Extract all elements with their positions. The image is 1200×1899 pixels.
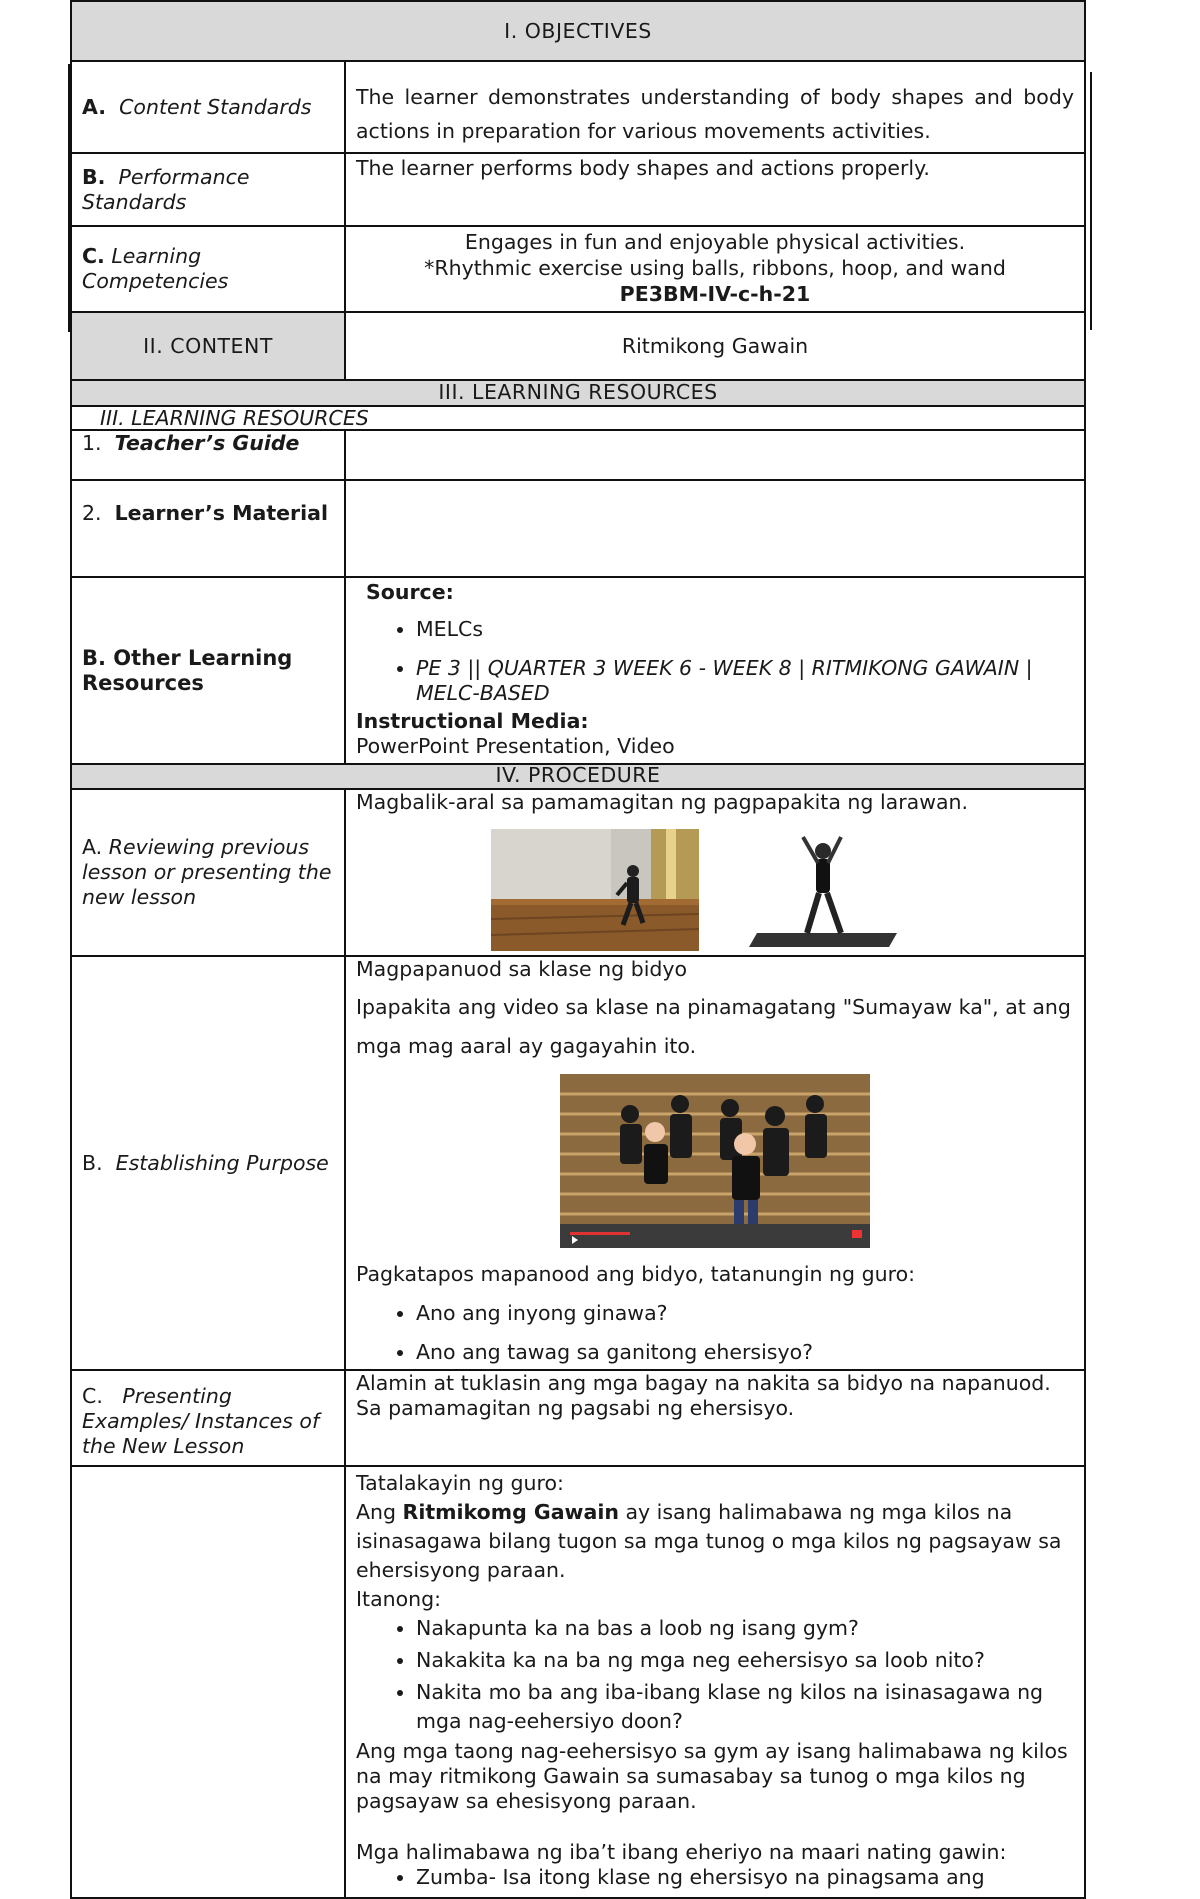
- procedure-c-label: [71, 1370, 345, 1466]
- discussion-paragraph: [356, 1498, 1074, 1585]
- procedure-a-label: [71, 789, 345, 956]
- media-text: PowerPoint Presentation, Video: [356, 734, 675, 758]
- example-item: • Zumba- Isa itong klase ng ehersisyo na pinagsama ang: [416, 1865, 1074, 1890]
- label-letter: C.: [82, 244, 105, 268]
- dance-video-thumbnail[interactable]: [560, 1074, 870, 1248]
- content-heading: II. CONTENT: [71, 312, 345, 380]
- itanong-label: Itanong:: [356, 1587, 442, 1611]
- other-resources-label: B. Other Learning Resources: [71, 577, 345, 764]
- objectives-heading-text: I. OBJECTIVES: [504, 18, 652, 43]
- content-standards-label: [71, 61, 345, 153]
- label-text: Reviewing previous lesson or presenting the new lesson: [82, 835, 332, 909]
- item-label: Teacher’s Guide: [114, 431, 300, 455]
- label-text: Learning Competencies: [82, 244, 229, 293]
- other-resources-value: [345, 577, 1085, 764]
- procedure-heading: IV. PROCEDURE: [71, 764, 1085, 789]
- media-label: Instructional Media:: [356, 709, 589, 733]
- procedure-d-value: [345, 1466, 1085, 1898]
- p1-rest: ay isang halimabawa ng mga kilos na isinasagawa bilang tugon sa mga tunog o mga kilos ng pagsayaw sa ehersisyong paraan.: [356, 1500, 1062, 1582]
- purpose-question-list: [356, 1301, 1074, 1365]
- p1-prefix: Ang: [356, 1500, 403, 1524]
- purpose-question: • Ano ang inyong ginawa?: [416, 1301, 1074, 1326]
- purpose-question: • Ano ang tawag sa ganitong ehersisyo?: [416, 1340, 1074, 1365]
- video-description: Ipapakita ang video sa klase na pinamagatang "Sumayaw ka", at ang mga mag aaral ay gagayahin ito.: [356, 995, 1071, 1058]
- presenting-line1: Alamin at tuklasin ang mga bagay na nakita sa bidyo na napanuod.: [356, 1371, 1051, 1395]
- content-standards-text: The learner demonstrates understanding of body shapes and body actions in preparation for various movements activities.: [345, 61, 1085, 153]
- content-text: Ritmikong Gawain: [345, 312, 1085, 380]
- video-intro: Magpapanuod sa klase ng bidyo: [356, 957, 688, 981]
- label-letter: B.: [82, 1150, 103, 1175]
- label-letter: C.: [82, 1383, 103, 1408]
- label-letter: A.: [82, 835, 103, 859]
- discussion-question: • Nakapunta ka na bas a loob ng isang gym?: [416, 1614, 1074, 1643]
- procedure-b-label: [71, 956, 345, 1370]
- label-text: Establishing Purpose: [115, 1150, 329, 1175]
- examples-list: [356, 1865, 1074, 1890]
- item-label: Learner’s Material: [114, 501, 329, 525]
- label-letter: B.: [82, 164, 106, 189]
- label-text: Presenting Examples/ Instances of the New Lesson: [82, 1383, 320, 1458]
- procedure-d-label: [71, 1466, 345, 1898]
- resources-heading: III. LEARNING RESOURCES: [71, 380, 1085, 406]
- discussion-question: • Nakita mo ba ang iba-ibang klase ng kilos na isinasagawa ng mga nag-eehersiyo doon?: [416, 1678, 1074, 1736]
- source-item: • PE 3 || QUARTER 3 WEEK 6 - WEEK 8 | RITMIKONG GAWAIN | MELC-BASED: [416, 656, 1074, 706]
- resources-subheading: III. LEARNING RESOURCES: [71, 406, 1085, 430]
- objectives-heading: [71, 1, 1085, 61]
- examples-intro: Mga halimabawa ng iba’t ibang eheriyo na maari nating gawin:: [356, 1840, 1007, 1864]
- presenting-line2: Sa pamamagitan ng pagsabi ng ehersisyo.: [356, 1396, 795, 1420]
- jumping-jack-image: [717, 829, 939, 951]
- discussion-paragraph-2: Ang mga taong nag-eehersisyo sa gym ay isang halimabawa ng kilos na may ritmikong Gawain sa sumasabay sa tunog o mga kilos ng pagsayaw sa ehesisyong paraan.: [356, 1739, 1068, 1813]
- label-letter: A.: [82, 94, 107, 119]
- performance-standards-label: [71, 153, 345, 226]
- discussion-question: • Nakakita ka na ba ng mga neg eehersisyo sa loob nito?: [416, 1646, 1074, 1675]
- after-video-text: Pagkatapos mapanood ang bidyo, tatanungin ng guro:: [356, 1262, 916, 1286]
- learners-material-value: [345, 480, 1085, 577]
- competency-line1: Engages in fun and enjoyable physical activities.: [464, 230, 966, 254]
- item-number: 1.: [82, 431, 102, 455]
- right-edge-line: [1090, 72, 1092, 330]
- gym-runner-image: [491, 829, 699, 951]
- performance-standards-text: The learner performs body shapes and actions properly.: [345, 153, 1085, 226]
- item-number: 2.: [82, 501, 102, 525]
- procedure-b-value: [345, 956, 1085, 1370]
- learners-material-label: [71, 480, 345, 577]
- learning-competencies-text: [345, 226, 1085, 312]
- discussion-intro: Tatalakayin ng guro:: [356, 1471, 564, 1495]
- competency-line2: *Rhythmic exercise using balls, ribbons, hoop, and wand: [424, 256, 1006, 280]
- procedure-c-value: [345, 1370, 1085, 1466]
- learning-competencies-label: [71, 226, 345, 312]
- source-item: • MELCs: [416, 617, 1074, 642]
- source-label: Source:: [366, 580, 454, 604]
- source-list: [356, 617, 1074, 706]
- review-text: Magbalik-aral sa pamamagitan ng pagpapakita ng larawan.: [356, 790, 969, 814]
- teachers-guide-label: [71, 430, 345, 480]
- teachers-guide-value: [345, 430, 1085, 480]
- competency-code: PE3BM-IV-c-h-21: [619, 282, 811, 306]
- label-text: Content Standards: [119, 94, 312, 119]
- discussion-question-list: [356, 1614, 1074, 1736]
- procedure-a-value: [345, 789, 1085, 956]
- p1-bold-term: Ritmikomg Gawain: [402, 1500, 619, 1524]
- lesson-plan-table: [70, 0, 1086, 1899]
- label-text: Performance Standards: [82, 164, 250, 214]
